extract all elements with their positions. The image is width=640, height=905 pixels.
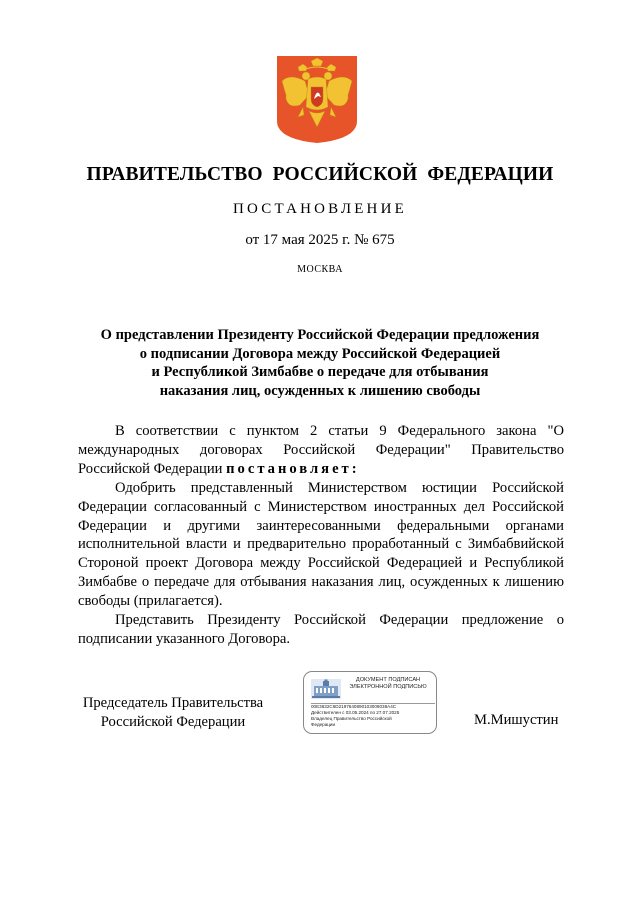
signatory-name: М.Мишустин (474, 712, 559, 728)
stamp-validity: Действителен с 03.05.2024 по 27.07.2025 (311, 710, 400, 715)
stamp-title-line: ЭЛЕКТРОННОЙ ПОДПИСЬЮ (349, 684, 427, 690)
signatory-position (78, 694, 268, 732)
coat-of-arms-emblem (276, 55, 358, 144)
stamp-title-line: ДОКУМЕНТ ПОДПИСАН (355, 677, 421, 683)
decree-word: постановляет: (226, 460, 360, 477)
stamp-certificate: 00E3632C6D2197640890103009038A4C (311, 704, 397, 709)
government-title: ПРАВИТЕЛЬСТВО РОССИЙСКОЙ ФЕДЕРАЦИИ (86, 164, 554, 185)
document-type: ПОСТАНОВЛЕНИЕ (233, 201, 407, 217)
heading-line: наказания лиц, осужденных к лишению свободы (159, 382, 481, 399)
position-line: Председатель Правительства (82, 695, 264, 711)
document-body (78, 422, 564, 649)
document-heading (70, 326, 570, 400)
heading-line: и Республикой Зимбабве о передаче для отбывания (151, 364, 489, 380)
stamp-owner: Федерации (311, 722, 336, 727)
government-building-icon (311, 679, 341, 699)
document-date-number: от 17 мая 2025 г. № 675 (245, 232, 395, 248)
heading-line: О представлении Президенту Российской Федерации предложения (100, 327, 540, 343)
stamp-owner: Владелец Правительство Российской (311, 716, 392, 721)
paragraph-1-text: В соответствии с пунктом 2 статьи 9 Федерального закона "О международных договорах Российской Федерации" Правительство Российской Федерации (78, 423, 564, 477)
heading-line: о подписании Договора между Российской Федерацией (139, 345, 501, 362)
document-city: МОСКВА (297, 264, 343, 275)
body-paragraph-3: Представить Президенту Российской Федерации предложение о подписании указанного Договора. (78, 612, 564, 647)
position-line: Российской Федерации (100, 713, 246, 730)
body-paragraph-2: Одобрить представленный Министерством юстиции Российской Федерации согласованный с Министерством иностранных дел Российской Федерации и другими заинтересованными федеральными органами исполнительной власти и предварительно проработанный с Зимбабвийской Стороной проект Договора между Российской Федерацией и Республикой Зимбабве о передаче для отбывания наказания лиц, осужденных к лишению свободы (прилагается). (78, 479, 564, 610)
stamp-title (342, 677, 434, 691)
stamp-details (311, 704, 435, 728)
electronic-signature-stamp (303, 671, 437, 734)
body-paragraph-1 (78, 422, 564, 479)
